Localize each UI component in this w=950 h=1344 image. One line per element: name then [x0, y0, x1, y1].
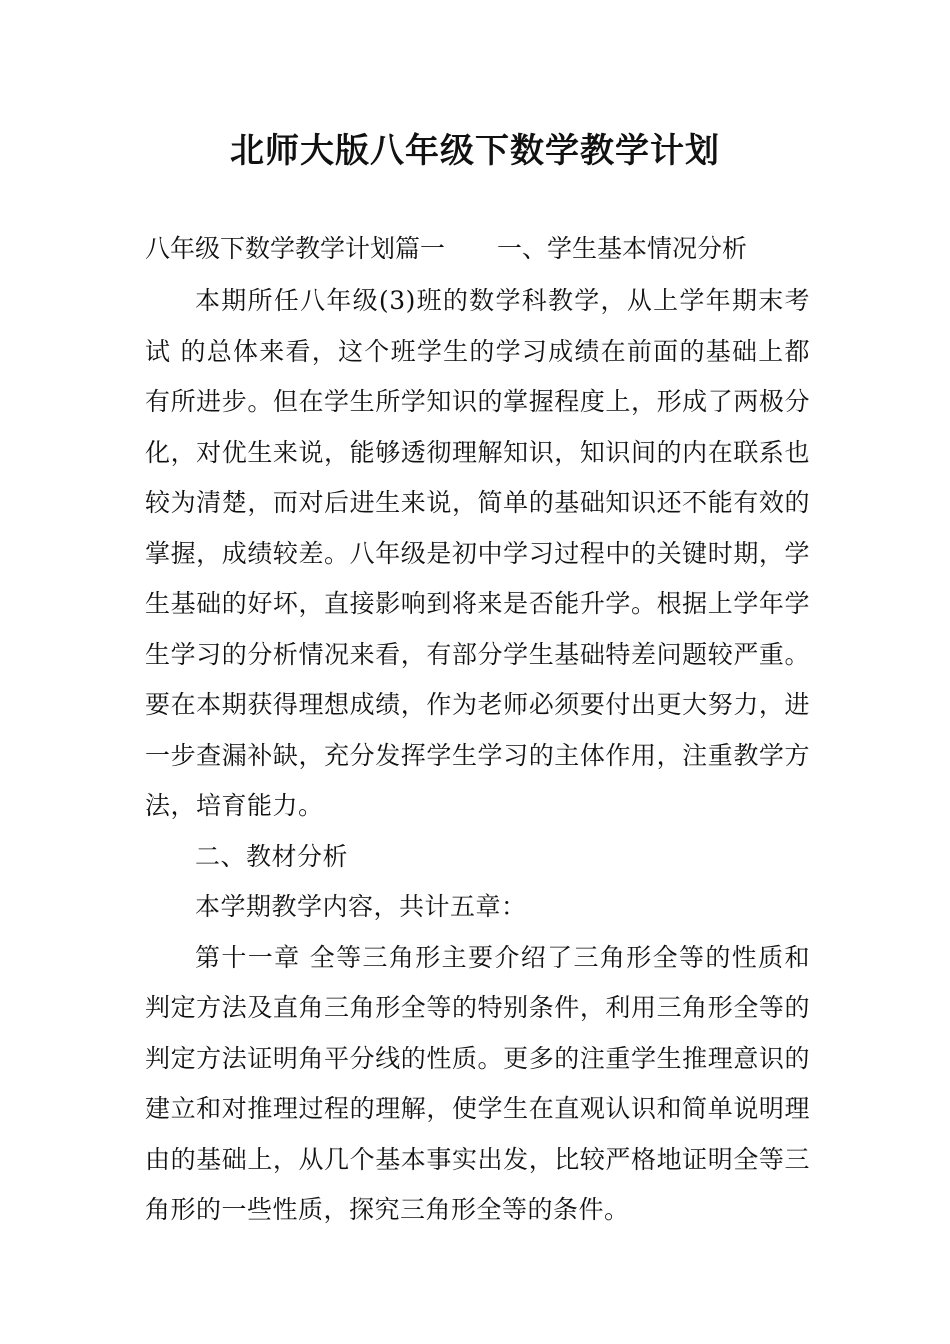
paragraph-content-overview: 本学期教学内容，共计五章：: [195, 892, 527, 921]
paragraph-chapter-11: 第十一章 全等三角形主要介绍了三角形全等的性质和判定方法及直角三角形全等的特别条件，利用三角形全等的判定方法证明角平分线的性质。更多的注重学生推理意识的建立和对推理过程的理解，使学生在直观认识和简单说明理由的基础上，从几个基本事实出发，比较严格地证明全等三角形的一些性质，探究三角形全等的条件。: [145, 942, 810, 1224]
section-1-heading: 一、学生基本情况分析: [497, 234, 748, 263]
section-2-heading: 二、教材分析: [195, 841, 349, 871]
document-body: [145, 276, 810, 1236]
document-title: 北师大版八年级下数学教学计划: [230, 131, 720, 171]
paragraph-student-analysis: 本期所任八年级(3)班的数学科教学，从上学年期末考试 的总体来看，这个班学生的学习成绩在前面的基础上都有所进步。但在学生所学知识的掌握程度上，形成了两极分化，对优生来说，能够透彻理解知识，知识间的内在联系也较为清楚，而对后进生来说，简单的基础知识还不能有效的掌握，成绩较差。八年级是初中学习过程中的关键时期，学生基础的好坏，直接影响到将来是否能升学。根据上学年学生学习的分析情况来看，有部分学生基础特差问题较严重。要在本期获得理想成绩，作为老师必须要付出更大努力，进一步查漏补缺，充分发挥学生学习的主体作用，注重教学方法，培育能力。: [145, 286, 810, 820]
subtitle-line: [145, 226, 825, 272]
document-subtitle: 八年级下数学教学计划篇一: [145, 234, 446, 263]
